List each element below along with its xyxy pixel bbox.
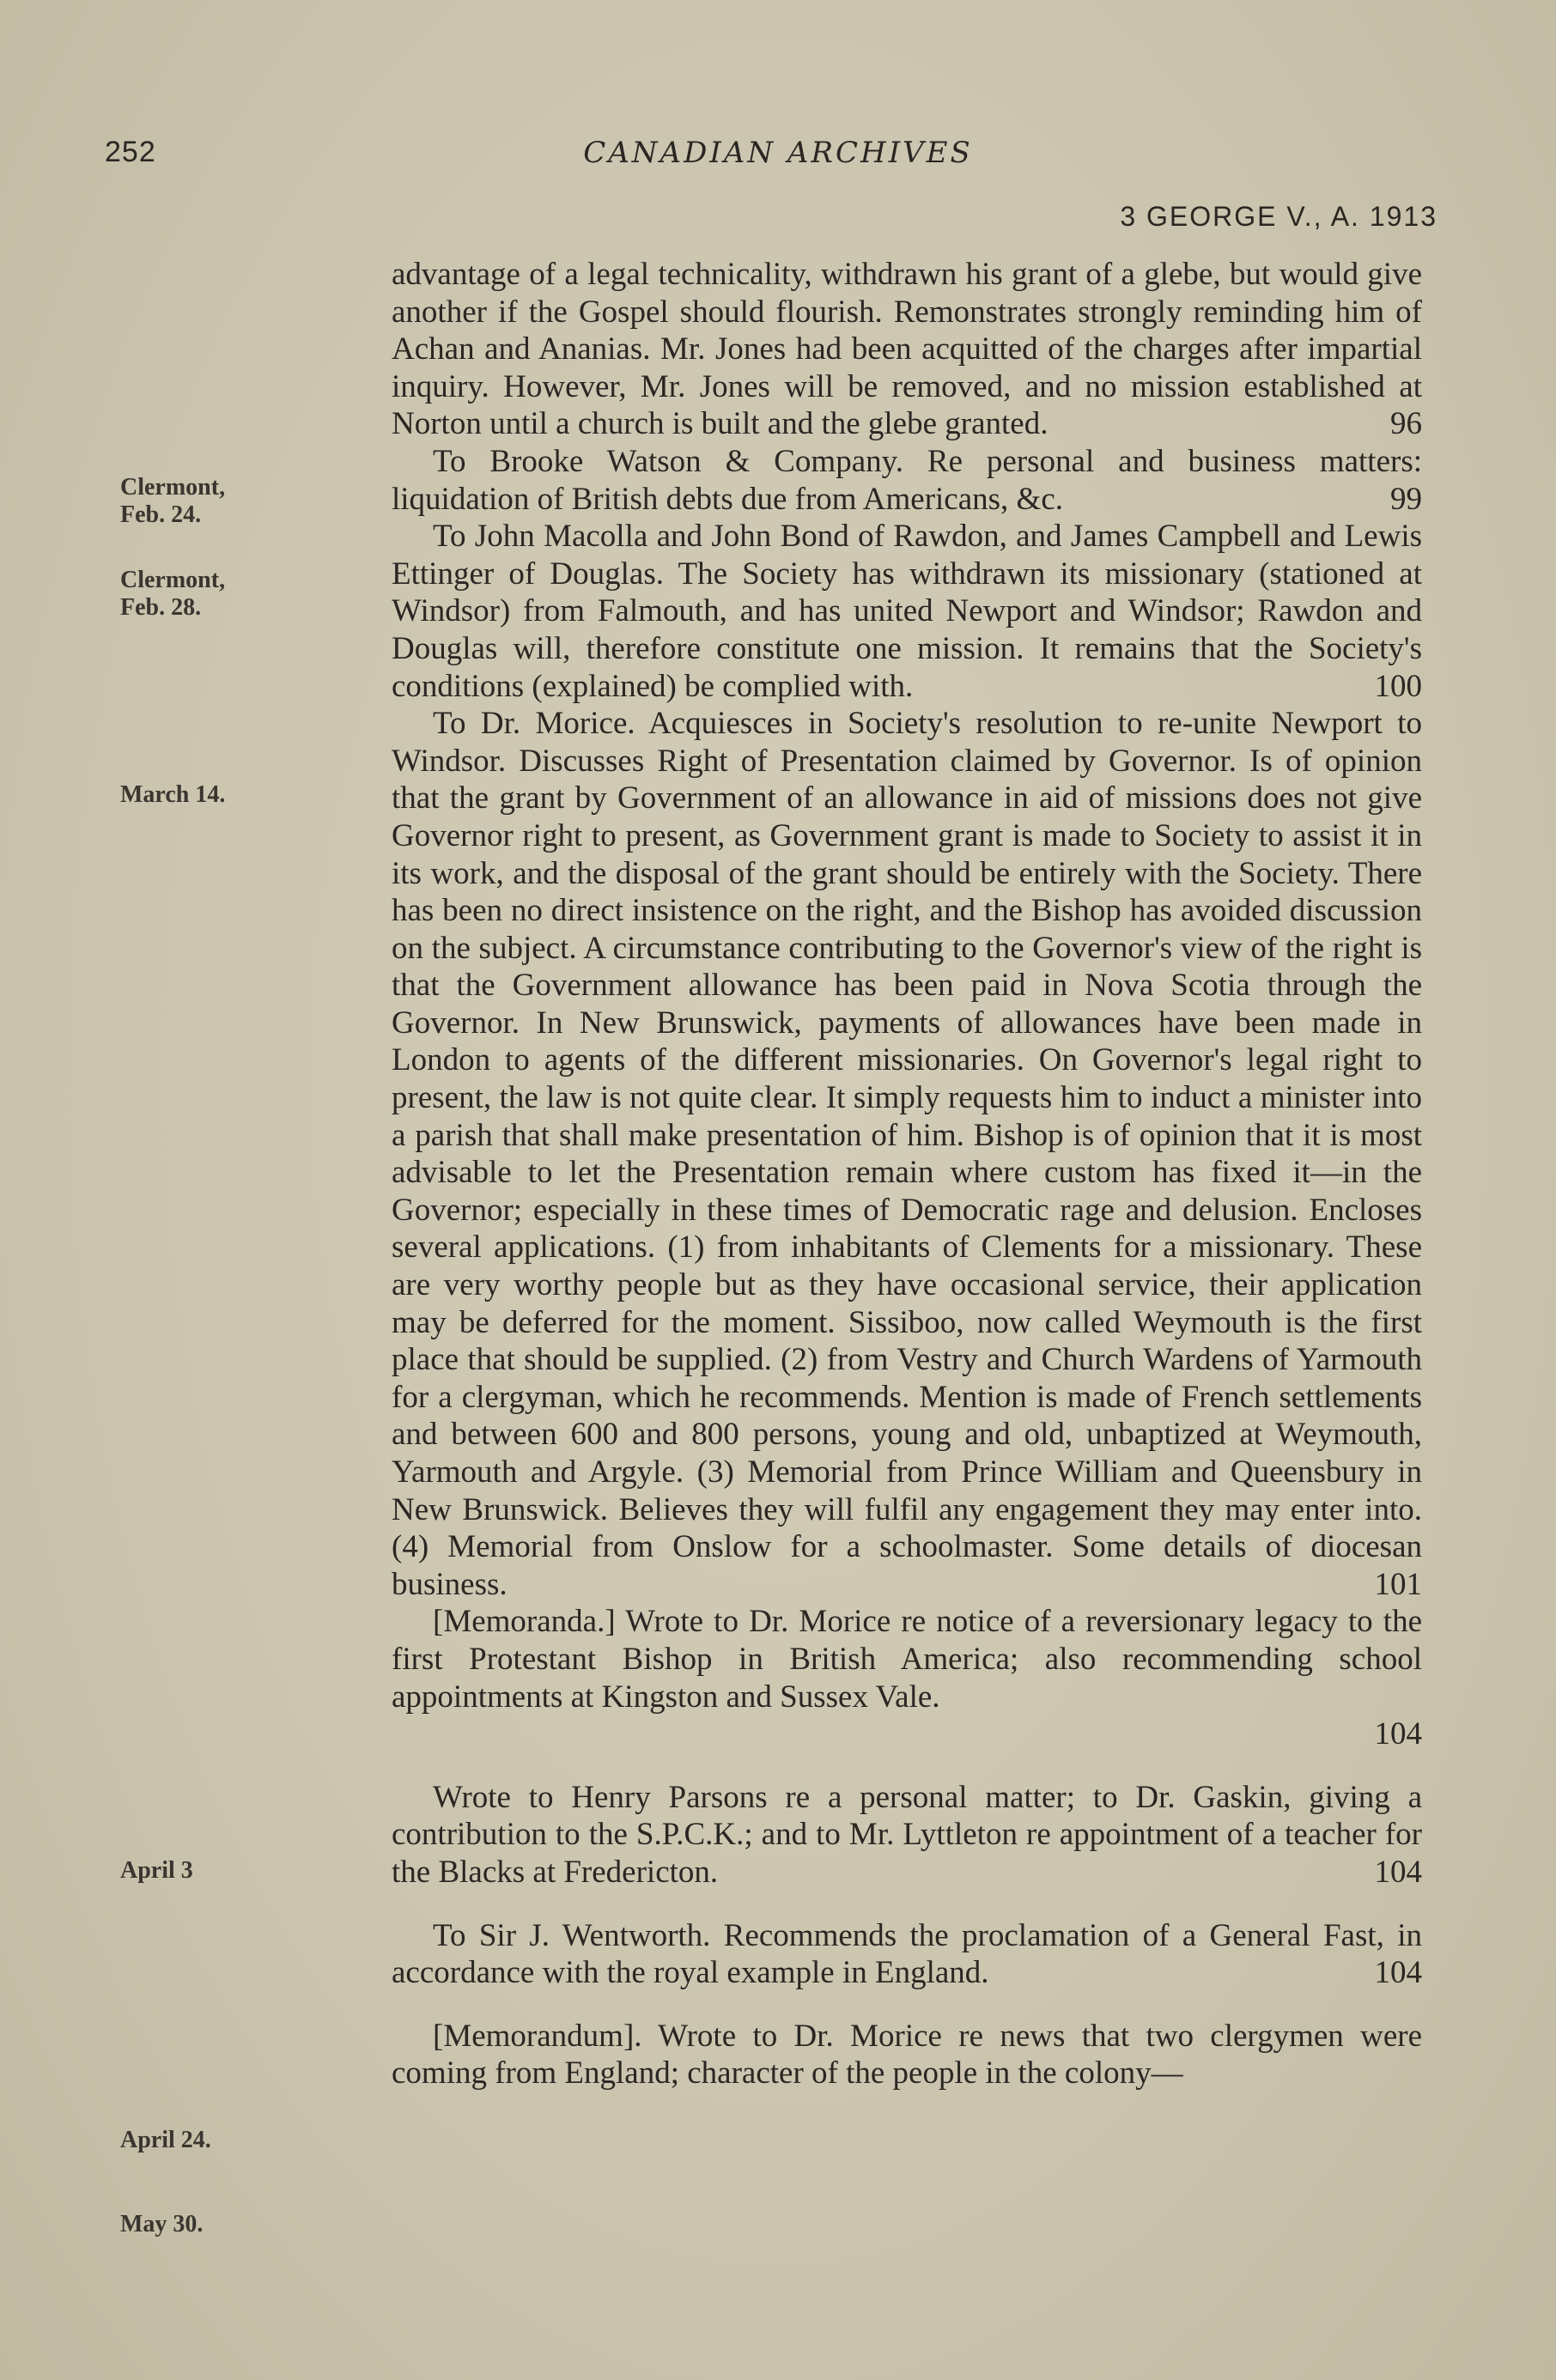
page-reference: 104: [1374, 1854, 1422, 1890]
calendar-entry: To Brooke Watson & Company. Re personal and business matters: liquidation of British debts due from Americans, &c. 99: [392, 443, 1422, 517]
session-line: 3 GEORGE V., A. 1913: [1120, 201, 1437, 232]
page-reference: 104: [1374, 1955, 1422, 1991]
calendar-entry: advantage of a legal technicality, withdrawn his grant of a glebe, but would give another if the Gospel should flourish. Remonstrates strongly reminding him of Achan and Ananias. Mr. Jones had been acquitted of the charges after impartial inquiry. However, Mr. Jones will be removed, and no mission established at Norton until a church is built and the glebe granted. 96: [392, 257, 1422, 442]
calendar-entry: [Memoranda.] Wrote to Dr. Morice re notice of a reversionary legacy to the first Protestant Bishop in British America; also recommending school appointments at Kingston and Sussex Vale. 104: [392, 1604, 1422, 1752]
margin-note-date: Clermont, Feb. 28.: [120, 567, 226, 621]
margin-note-date: April 3: [120, 1857, 193, 1884]
margin-note-date: May 30.: [120, 2211, 204, 2237]
calendar-entry: To Dr. Morice. Acquiesces in Society's resolution to re-unite Newport to Windsor. Discusses Right of Presentation claimed by Governor. Is of opinion that the grant by Government of an allowance in aid of missions does not give Governor right to present, as Government grant is made to Society to assist it in its work, and the disposal of the grant should be entirely with the Society. There has been no direct insistence on the right, and the Bishop has avoided discussion on the subject. A circumstance contributing to the Governor's view of the right is that the Government allowance has been paid in Nova Scotia through the Governor. In New Brunswick, payments of allowances have been made in London to agents of the different missionaries. On Governor's legal right to present, the law is not quite clear. It simply requests him to induct a minister into a parish that shall make presentation of him. Bishop is of opinion that it is most advisable to let the Presentation remain where custom has fixed it—in the Governor; especially in these times of Democratic rage and delusion. Encloses several applications. (1) from inhabitants of Clements for a missionary. These are very worthy people but as they have occasional service, their application may be deferred for the moment. Sissiboo, now called Weymouth is the first place that should be supplied. (2) from Vestry and Church Wardens of Yarmouth for a clergyman, which he recommends. Mention is made of French settlements and between 600 and 800 persons, young and old, unbaptized at Weymouth, Yarmouth and Argyle. (3) Memorial from Prince William and Queensbury in New Brunswick. Believes they will fulfil any engagement they may enter into. (4) Memorial from Onslow for a schoolmaster. Some details of diocesan business. 101: [392, 706, 1422, 1602]
page-reference: 101: [1374, 1566, 1422, 1602]
page-number: 252: [105, 136, 156, 168]
page-reference: 104: [1374, 1716, 1422, 1752]
calendar-entry: To John Macolla and John Bond of Rawdon, and James Campbell and Lewis Ettinger of Douglas. The Society has withdrawn its missionary (stationed at Windsor) from Falmouth, and has united Newport and Windsor; Rawdon and Douglas will, therefore constitute one mission. It remains that the Society's conditions (explained) be complied with. 100: [392, 519, 1422, 704]
running-head: CANADIAN ARCHIVES: [583, 136, 973, 170]
calendar-entry: To Sir J. Wentworth. Recommends the proclamation of a General Fast, in accordance with the royal example in England. 104: [392, 1917, 1422, 1991]
calendar-entry: Wrote to Henry Parsons re a personal matter; to Dr. Gaskin, giving a contribution to the S.P.C.K.; and to Mr. Lyttleton re appointment of a teacher for the Blacks at Fredericton. 104: [392, 1779, 1422, 1890]
margin-note-date: April 24.: [120, 2127, 211, 2153]
page-reference: 96: [1390, 406, 1422, 442]
calendar-entry: [Memorandum]. Wrote to Dr. Morice re news that two clergymen were coming from England; character of the people in the colony—: [392, 2018, 1422, 2092]
body-text: [392, 256, 1422, 2092]
page-reference: 99: [1390, 481, 1422, 517]
margin-note-date: March 14.: [120, 781, 226, 808]
margin-note-date: Clermont, Feb. 24.: [120, 474, 226, 528]
page-reference: 100: [1374, 668, 1422, 704]
